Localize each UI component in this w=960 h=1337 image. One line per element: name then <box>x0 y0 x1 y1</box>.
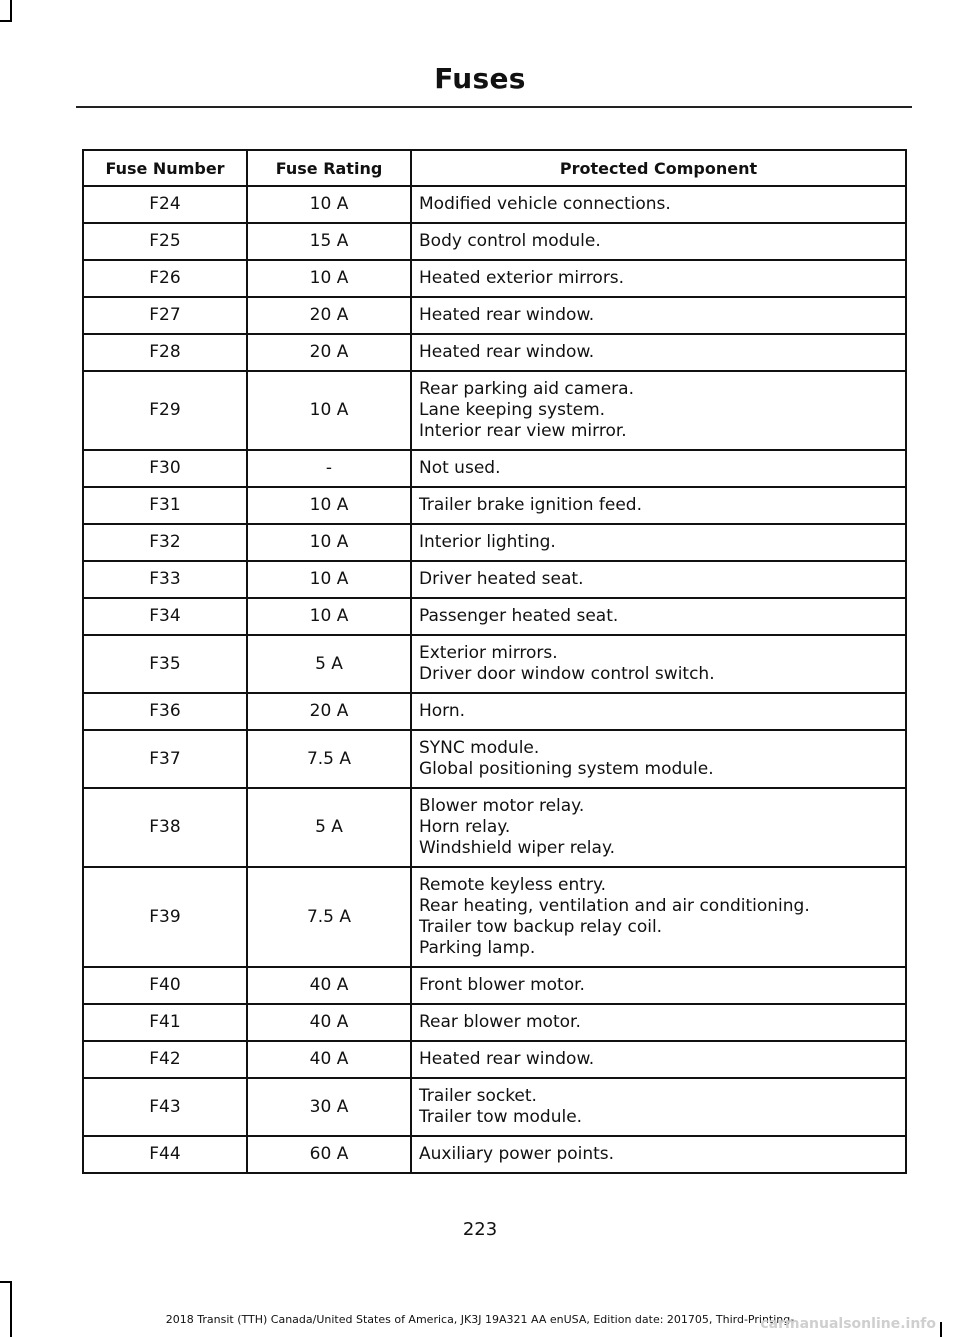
component-line: Front blower motor. <box>419 975 585 995</box>
component-line: Global positioning system module. <box>419 759 714 779</box>
fuse-number-cell: F24 <box>83 186 247 223</box>
fuse-number-cell: F37 <box>83 730 247 788</box>
fuse-number-cell: F32 <box>83 524 247 561</box>
fuse-rating-cell: 20 A <box>247 297 411 334</box>
fuse-rating-cell: 7.5 A <box>247 730 411 788</box>
component-line: Rear heating, ventilation and air conditioning. <box>419 896 810 916</box>
protected-component-cell <box>411 1004 906 1041</box>
fuse-rating-cell: 15 A <box>247 223 411 260</box>
protected-component-cell <box>411 1078 906 1136</box>
fuse-rating-cell: 40 A <box>247 967 411 1004</box>
fuse-rating-cell: 7.5 A <box>247 867 411 967</box>
crop-mark-top-left-horizontal <box>0 20 12 22</box>
component-line: Modified vehicle connections. <box>419 194 671 214</box>
component-line: Horn relay. <box>419 817 511 837</box>
page-number: 223 <box>462 1219 498 1240</box>
protected-component-cell <box>411 297 906 334</box>
component-line: Rear parking aid camera. <box>419 379 634 399</box>
protected-component-cell <box>411 967 906 1004</box>
crop-mark-top-left-vertical <box>10 0 12 20</box>
fuse-table-body <box>83 186 906 1173</box>
component-line: Rear blower motor. <box>419 1012 581 1032</box>
component-line: Trailer brake ignition feed. <box>419 495 642 515</box>
table-row <box>83 1004 906 1041</box>
component-line: Blower motor relay. <box>419 796 585 816</box>
fuse-number-cell: F33 <box>83 561 247 598</box>
component-line: SYNC module. <box>419 738 540 758</box>
protected-component-cell <box>411 487 906 524</box>
table-row <box>83 1041 906 1078</box>
component-line: Heated rear window. <box>419 342 595 362</box>
table-row <box>83 487 906 524</box>
header-protected-component: Protected Component <box>411 150 906 186</box>
fuse-number-cell: F28 <box>83 334 247 371</box>
page-title: Fuses <box>434 62 526 95</box>
fuse-rating-cell: 10 A <box>247 524 411 561</box>
fuse-number-cell: F26 <box>83 260 247 297</box>
protected-component-cell <box>411 186 906 223</box>
protected-component-cell <box>411 730 906 788</box>
table-row <box>83 693 906 730</box>
protected-component-cell <box>411 867 906 967</box>
protected-component-cell <box>411 635 906 693</box>
fuse-number-cell: F35 <box>83 635 247 693</box>
protected-component-cell <box>411 788 906 867</box>
protected-component-cell <box>411 598 906 635</box>
fuse-rating-cell: 10 A <box>247 487 411 524</box>
fuse-rating-cell: 10 A <box>247 371 411 450</box>
fuse-number-cell: F39 <box>83 867 247 967</box>
fuse-rating-cell: 60 A <box>247 1136 411 1173</box>
component-line: Windshield wiper relay. <box>419 838 615 858</box>
fuse-number-cell: F42 <box>83 1041 247 1078</box>
fuse-number-cell: F44 <box>83 1136 247 1173</box>
table-row <box>83 186 906 223</box>
fuse-number-cell: F43 <box>83 1078 247 1136</box>
component-line: Passenger heated seat. <box>419 606 619 626</box>
crop-mark-bottom-left-horizontal <box>0 1281 12 1283</box>
fuse-number-cell: F34 <box>83 598 247 635</box>
component-line: Parking lamp. <box>419 938 536 958</box>
fuse-rating-cell: 5 A <box>247 788 411 867</box>
fuse-rating-cell: 10 A <box>247 186 411 223</box>
watermark: carmanualsonline.info <box>760 1316 936 1332</box>
table-row <box>83 788 906 867</box>
protected-component-cell <box>411 693 906 730</box>
protected-component-cell <box>411 260 906 297</box>
protected-component-cell <box>411 334 906 371</box>
table-row <box>83 598 906 635</box>
fuse-number-cell: F25 <box>83 223 247 260</box>
protected-component-cell <box>411 371 906 450</box>
component-line: Lane keeping system. <box>419 400 606 420</box>
fuse-number-cell: F40 <box>83 967 247 1004</box>
component-line: Heated exterior mirrors. <box>419 268 625 288</box>
component-line: Heated rear window. <box>419 305 595 325</box>
protected-component-cell <box>411 450 906 487</box>
footer-edition-info: 2018 Transit (TTH) Canada/United States of America, JK3J 19A321 AA enUSA, Edition date: 201705, Third-Printing- <box>165 1313 795 1326</box>
table-row <box>83 297 906 334</box>
fuse-number-cell: F36 <box>83 693 247 730</box>
protected-component-cell <box>411 1041 906 1078</box>
protected-component-cell <box>411 524 906 561</box>
fuse-rating-cell: 10 A <box>247 561 411 598</box>
fuse-rating-cell: - <box>247 450 411 487</box>
table-row <box>83 524 906 561</box>
component-line: Interior lighting. <box>419 532 556 552</box>
fuse-rating-cell: 40 A <box>247 1041 411 1078</box>
header-fuse-rating: Fuse Rating <box>247 150 411 186</box>
fuse-number-cell: F31 <box>83 487 247 524</box>
component-line: Remote keyless entry. <box>419 875 606 895</box>
table-row <box>83 260 906 297</box>
table-row <box>83 334 906 371</box>
component-line: Not used. <box>419 458 501 478</box>
component-line: Auxiliary power points. <box>419 1144 615 1164</box>
fuse-number-cell: F38 <box>83 788 247 867</box>
fuse-number-cell: F27 <box>83 297 247 334</box>
crop-mark-bottom-left-vertical <box>10 1281 12 1337</box>
table-row <box>83 223 906 260</box>
fuse-rating-cell: 20 A <box>247 334 411 371</box>
header-fuse-number: Fuse Number <box>83 150 247 186</box>
table-row <box>83 450 906 487</box>
fuse-rating-cell: 10 A <box>247 260 411 297</box>
fuse-rating-cell: 30 A <box>247 1078 411 1136</box>
fuse-rating-cell: 10 A <box>247 598 411 635</box>
protected-component-cell <box>411 223 906 260</box>
component-line: Exterior mirrors. <box>419 643 558 663</box>
component-line: Trailer socket. <box>419 1086 537 1106</box>
component-line: Body control module. <box>419 231 601 251</box>
table-row <box>83 1078 906 1136</box>
fuse-rating-cell: 5 A <box>247 635 411 693</box>
table-row <box>83 1136 906 1173</box>
table-row <box>83 371 906 450</box>
component-line: Trailer tow module. <box>419 1107 583 1127</box>
component-line: Heated rear window. <box>419 1049 595 1069</box>
component-line: Horn. <box>419 701 466 721</box>
fuse-table <box>82 149 907 1174</box>
table-row <box>83 867 906 967</box>
table-row <box>83 967 906 1004</box>
component-line: Driver door window control switch. <box>419 664 715 684</box>
protected-component-cell <box>411 1136 906 1173</box>
fuse-number-cell: F41 <box>83 1004 247 1041</box>
table-row <box>83 635 906 693</box>
component-line: Driver heated seat. <box>419 569 584 589</box>
table-row <box>83 561 906 598</box>
table-row <box>83 730 906 788</box>
protected-component-cell <box>411 561 906 598</box>
fuse-number-cell: F30 <box>83 450 247 487</box>
fuse-number-cell: F29 <box>83 371 247 450</box>
component-line: Interior rear view mirror. <box>419 421 627 441</box>
component-line: Trailer tow backup relay coil. <box>419 917 663 937</box>
fuse-rating-cell: 20 A <box>247 693 411 730</box>
fuse-rating-cell: 40 A <box>247 1004 411 1041</box>
title-divider <box>76 106 912 108</box>
table-header-row <box>83 150 906 186</box>
